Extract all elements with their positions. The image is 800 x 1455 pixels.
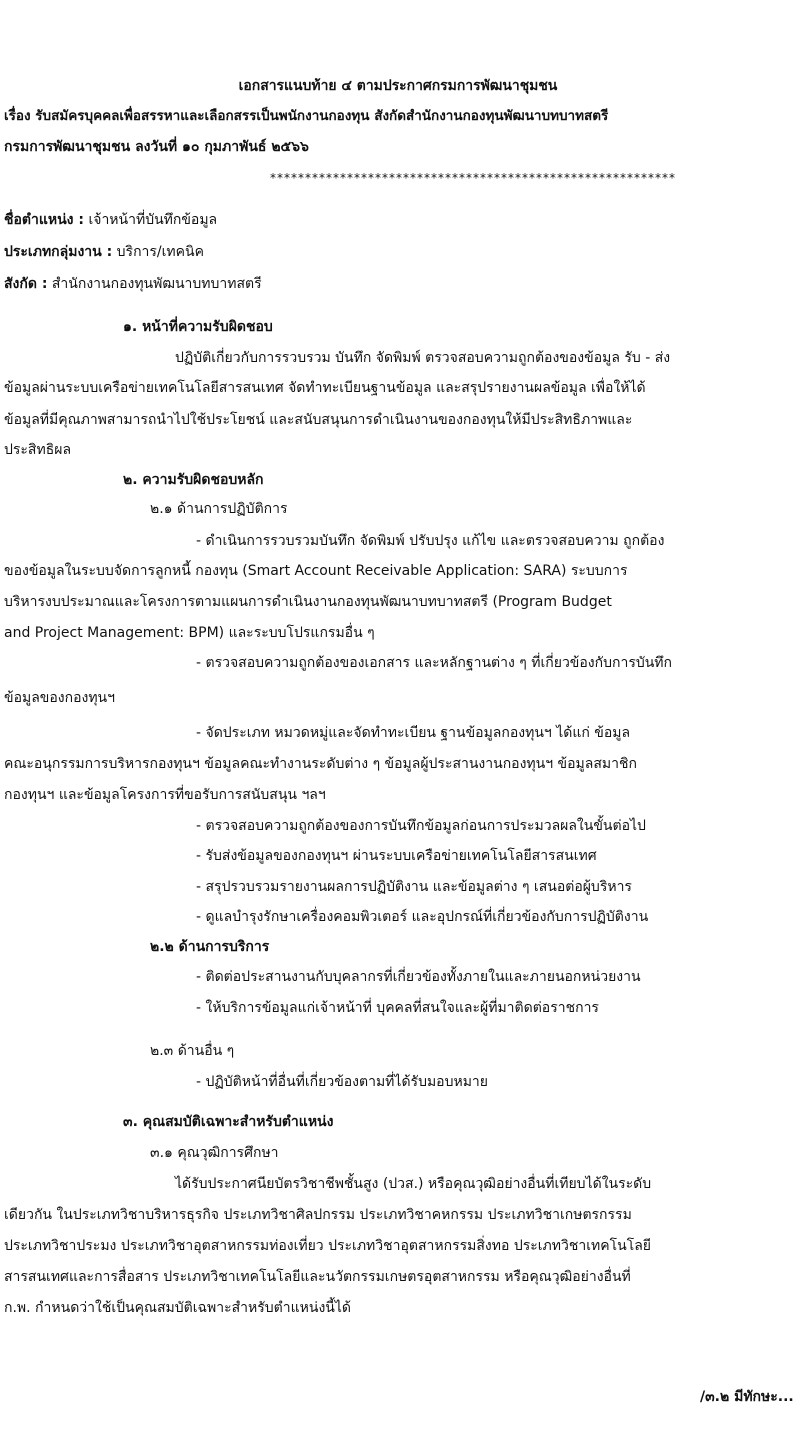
section-3-1-line: ประเภทวิชาประมง ประเภทวิชาอุตสาหกรรมท่องเที่ยว ประเภทวิชาอุตสาหกรรมสิ่งทอ ประเภทวิชาเทคโนโลยี — [4, 1238, 652, 1254]
section-2-3-bullet: - ปฏิบัติหน้าที่อื่นที่เกี่ยวข้องตามที่ได้รับมอบหมาย — [196, 1074, 488, 1090]
section-2-1-heading: ๒.๑ ด้านการปฏิบัติการ — [150, 501, 288, 517]
section-2-1-paragraph-line: ของข้อมูลในระบบจัดการลูกหนี้ กองทุน (Smart Account Receivable Application: SARA) ระบบการ — [4, 563, 628, 579]
position-agency-value: สำนักงานกองทุนพัฒนาบทบาทสตรี — [51, 276, 262, 292]
section-2-1-bullet: - สรุปรวบรวมรายงานผลการปฏิบัติงาน และข้อมูลต่าง ๆ เสนอต่อผู้บริหาร — [196, 879, 632, 895]
section-2-2-heading: ๒.๒ ด้านการบริการ — [150, 939, 270, 955]
section-2-1-paragraph-line: - จัดประเภท หมวดหมู่และจัดทำทะเบียน ฐานข้อมูลกองทุนฯ ได้แก่ ข้อมูล — [196, 725, 631, 741]
section-3-1-heading: ๓.๑ คุณวุฒิการศึกษา — [150, 1145, 279, 1161]
section-2-1-paragraph-line: ข้อมูลของกองทุนฯ — [4, 690, 115, 706]
position-title-label: ชื่อตำแหน่ง : — [4, 212, 84, 228]
section-1-heading: ๑. หน้าที่ความรับผิดชอบ — [123, 319, 273, 335]
section-1-line: ข้อมูลที่มีคุณภาพสามารถนำไปใช้ประโยชน์ และสนับสนุนการดำเนินงานของกองทุนให้มีประสิทธิภาพและ — [4, 412, 633, 428]
position-title-row — [4, 210, 217, 230]
header-line-1: เอกสารแนบท้าย ๔ ตามประกาศกรมการพัฒนาชุมชน — [238, 78, 558, 94]
section-2-3-heading: ๒.๓ ด้านอื่น ๆ — [150, 1043, 235, 1059]
section-2-2-bullet: - ให้บริการข้อมูลแก่เจ้าหน้าที่ บุคคลที่สนใจและผู้ที่มาติดต่อราชการ — [196, 1000, 599, 1016]
section-2-1-paragraph-line: and Project Management: BPM) และระบบโปรแกรมอื่น ๆ — [4, 625, 375, 641]
section-2-1-paragraph-line: บริหารงบประมาณและโครงการตามแผนการดำเนินงานกองทุนพัฒนาบทบาทสตรี (Program Budget — [4, 594, 612, 610]
section-3-1-line: เดียวกัน ในประเภทวิชาบริหารธุรกิจ ประเภทวิชาศิลปกรรม ประเภทวิชาคหกรรม ประเภทวิชาเกษตรกรรม — [4, 1207, 632, 1223]
header-line-3: กรมการพัฒนาชุมชน ลงวันที่ ๑๐ กุมภาพันธ์ ๒๕๖๖ — [4, 139, 309, 155]
section-2-1-bullet: - ดูแลบำรุงรักษาเครื่องคอมพิวเตอร์ และอุปกรณ์ที่เกี่ยวข้องกับการปฏิบัติงาน — [196, 909, 649, 925]
section-2-1-paragraph-line: คณะอนุกรรมการบริหารกองทุนฯ ข้อมูลคณะทำงานระดับต่าง ๆ ข้อมูลผู้ประสานงานกองทุนฯ ข้อมูลสมาชิก — [4, 756, 637, 772]
position-group-value: บริการ/เทคนิค — [116, 244, 204, 260]
section-2-1-paragraph-line: - ตรวจสอบความถูกต้องของเอกสาร และหลักฐานต่าง ๆ ที่เกี่ยวข้องกับการบันทึก — [196, 655, 673, 671]
header-separator: ********************************************************** — [270, 171, 676, 185]
section-3-heading: ๓. คุณสมบัติเฉพาะสำหรับตำแหน่ง — [123, 1114, 334, 1130]
section-2-1-paragraph-line: - ดำเนินการรวบรวมบันทึก จัดพิมพ์ ปรับปรุง แก้ไข และตรวจสอบความ ถูกต้อง — [196, 533, 665, 549]
section-3-1-line: สารสนเทศและการสื่อสาร ประเภทวิชาเทคโนโลยีและนวัตกรรมเกษตรอุตสาหกรรม หรือคุณวุฒิอย่างอื่นที่ — [4, 1269, 631, 1285]
header-line-2: เรื่อง รับสมัครบุคคลเพื่อสรรหาและเลือกสรรเป็นพนักงานกองทุน สังกัดสำนักงานกองทุนพัฒนาบทบาทสตรี — [4, 108, 609, 124]
position-group-label: ประเภทกลุ่มงาน : — [4, 244, 113, 260]
position-agency-label: สังกัด : — [4, 276, 48, 292]
section-2-heading: ๒. ความรับผิดชอบหลัก — [123, 472, 264, 488]
continuation-marker: /๓.๒ มีทักษะ... — [700, 1389, 794, 1405]
section-2-1-bullet: - ตรวจสอบความถูกต้องของการบันทึกข้อมูลก่อนการประมวลผลในขั้นต่อไป — [196, 818, 646, 834]
section-1-line: ข้อมูลผ่านระบบเครือข่ายเทคโนโลยีสารสนเทศ จัดทำทะเบียนฐานข้อมูล และสรุปรายงานผลข้อมูล เพื่อให้ได้ — [4, 380, 646, 396]
position-agency-row — [4, 274, 262, 294]
section-1-line: ประสิทธิผล — [4, 442, 72, 458]
position-title-value: เจ้าหน้าที่บันทึกข้อมูล — [88, 212, 218, 228]
section-2-1-paragraph-line: กองทุนฯ และข้อมูลโครงการที่ขอรับการสนับสนุน ฯลฯ — [4, 787, 326, 803]
position-group-row — [4, 242, 204, 262]
section-3-1-line: ได้รับประกาศนียบัตรวิชาชีพชั้นสูง (ปวส.) หรือคุณวุฒิอย่างอื่นที่เทียบได้ในระดับ — [175, 1176, 652, 1192]
section-3-1-line: ก.พ. กำหนดว่าใช้เป็นคุณสมบัติเฉพาะสำหรับตำแหน่งนี้ได้ — [4, 1300, 351, 1316]
section-2-1-bullet: - รับส่งข้อมูลของกองทุนฯ ผ่านระบบเครือข่ายเทคโนโลยีสารสนเทศ — [196, 848, 597, 864]
section-2-2-bullet: - ติดต่อประสานงานกับบุคลากรที่เกี่ยวข้องทั้งภายในและภายนอกหน่วยงาน — [196, 969, 641, 985]
section-1-line: ปฏิบัติเกี่ยวกับการรวบรวม บันทึก จัดพิมพ์ ตรวจสอบความถูกต้องของข้อมูล รับ - ส่ง — [175, 350, 671, 366]
